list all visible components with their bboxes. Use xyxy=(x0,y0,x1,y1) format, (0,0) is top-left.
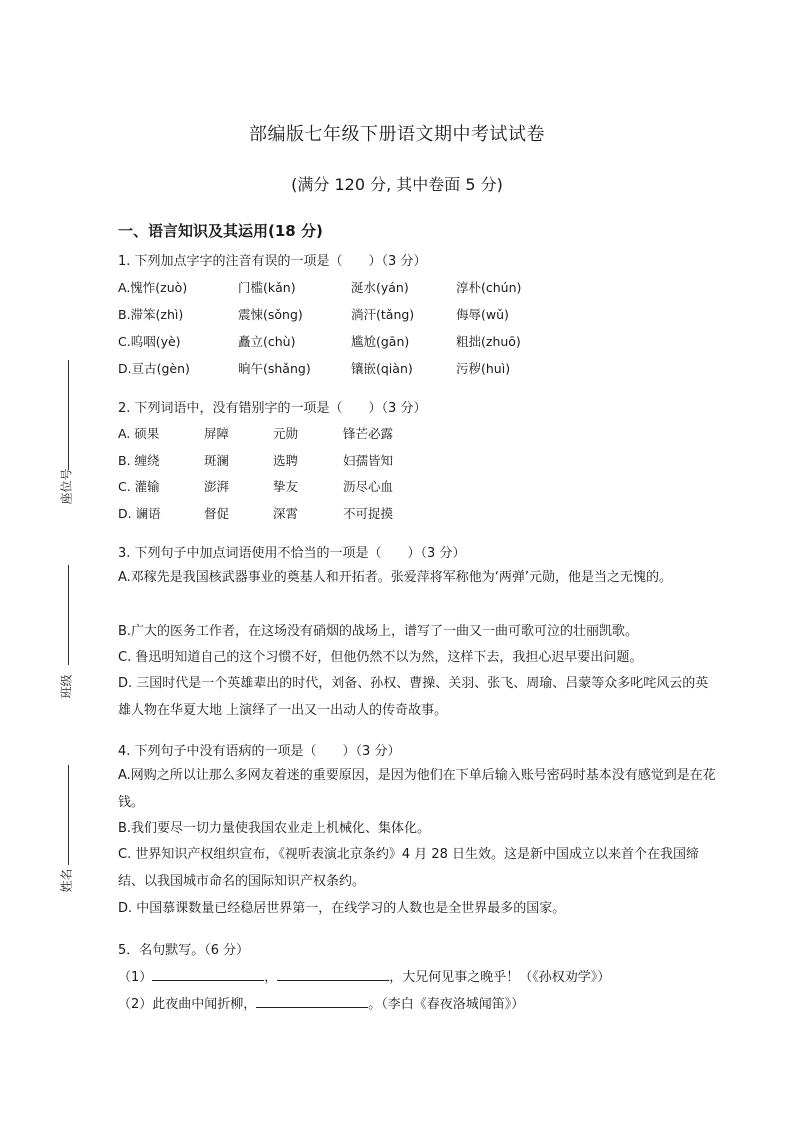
q1-c-4: 粗拙(zhuō) xyxy=(456,334,521,349)
q2-a-3: 元勋 xyxy=(273,426,299,441)
q5-l1-mid: ， xyxy=(264,970,278,985)
q3-stem: 3. 下列句子中加点词语使用不恰当的一项是（ ）（3 分） xyxy=(118,546,466,561)
name-label: 姓名 xyxy=(59,868,74,893)
q1-b-1: B.滞笨(zhì) xyxy=(118,307,184,322)
q5-l1-prefix: （1） xyxy=(118,970,153,985)
q1-c-3: 尴尬(gān) xyxy=(351,334,410,349)
q2-d-4: 不可捉摸 xyxy=(343,506,394,521)
q2-b-2: 斑澜 xyxy=(204,453,230,468)
q5-line-1 xyxy=(118,966,610,985)
q4-option-c: C. 世界知识产权组织宣布，《视听表演北京条约》4 月 28 日生效。这是新中国成立以来首个在我国缔结、以我国城市命名的国际知识产权条约。 xyxy=(118,847,700,889)
q1-b-3: 淌汗(tǎng) xyxy=(351,307,415,322)
q4-stem: 4. 下列句子中没有语病的一项是（ ）（3 分） xyxy=(118,744,401,759)
q2-d-1: D. 谰语 xyxy=(118,506,161,521)
q4-option-b: B.我们要尽一切力量使我国农业走上机械化、集体化。 xyxy=(118,821,431,836)
q4-option-d: D. 中国慕课数量已经稳居世界第一，在线学习的人数也是全世界最多的国家。 xyxy=(118,901,566,916)
q2-b-3: 选聘 xyxy=(273,453,299,468)
q1-b-2: 震悚(sǒng) xyxy=(238,307,303,322)
q3-option-b: B.广大的医务工作者，在这场没有硝烟的战场上，谱写了一曲又一曲可歌可泣的壮丽凯歌。 xyxy=(118,624,639,639)
q2-c-4: 沥尽心血 xyxy=(343,479,394,494)
q1-d-2: 晌午(shǎng) xyxy=(238,361,311,376)
q1-d-4: 污秽(huì) xyxy=(456,361,511,376)
q1-stem: 1. 下列加点字字的注音有误的一项是（ ）（3 分） xyxy=(118,254,427,269)
section-heading: 一、语言知识及其运用(18 分) xyxy=(118,222,323,240)
q1-c-1: C.呜咽(yè) xyxy=(118,334,181,349)
q3-option-d: D. 三国时代是一个英雄辈出的时代，刘备、孙权、曹操、关羽、张飞、周瑜、吕蒙等众多叱咤风云的英雄人物在华夏大地 上演绎了一出又一出动人的传奇故事。 xyxy=(118,676,709,718)
q5-line-2 xyxy=(118,993,524,1012)
q2-c-2: 澎湃 xyxy=(204,479,230,494)
q2-a-2: 屏障 xyxy=(204,426,230,441)
q5-l2-prefix: （2）此夜曲中闻折柳， xyxy=(118,997,257,1012)
q2-a-4: 锋芒必露 xyxy=(343,426,394,441)
page-subtitle: (满分 120 分, 其中卷面 5 分) xyxy=(291,175,503,194)
q1-a-2: 门槛(kǎn) xyxy=(238,280,296,295)
q2-stem: 2. 下列词语中，没有错别字的一项是（ ）（3 分） xyxy=(118,401,427,416)
q5-blank-2[interactable] xyxy=(277,967,389,981)
class-label: 班级 xyxy=(59,674,74,699)
q5-l1-suffix: ，大兄何见事之晚乎！（《孙权劝学》） xyxy=(389,970,611,985)
q1-a-1: A.愧怍(zuò) xyxy=(118,280,188,295)
q1-b-4: 侮辱(wǔ) xyxy=(456,307,509,322)
q2-b-4: 妇孺皆知 xyxy=(343,453,394,468)
q1-d-1: D.亘古(gèn) xyxy=(118,361,190,376)
q3-option-a: A.邓稼先是我国核武器事业的奠基人和开拓者。张爱萍将军称他为‘两弹’元勋，他是当之无愧的。 xyxy=(118,570,673,585)
q5-blank-3[interactable] xyxy=(256,994,368,1008)
q4-option-a: A.网购之所以让那么多网友着迷的重要原因，是因为他们在下单后输入账号密码时基本没有感觉到是在花钱。 xyxy=(118,768,716,810)
class-line xyxy=(68,565,69,665)
q2-b-1: B. 缠绕 xyxy=(118,453,160,468)
seat-label: 座位号 xyxy=(59,468,74,505)
q2-d-3: 深霄 xyxy=(273,506,299,521)
q1-a-4: 淳朴(chún) xyxy=(456,280,522,295)
q5-blank-1[interactable] xyxy=(152,967,264,981)
page-title: 部编版七年级下册语文期中考试试卷 xyxy=(249,124,545,145)
q1-c-2: 矗立(chù) xyxy=(238,334,296,349)
name-line xyxy=(68,765,69,865)
q5-l2-suffix: 。（李白《春夜洛城闻笛》） xyxy=(368,997,525,1012)
q2-c-1: C. 灌输 xyxy=(118,479,160,494)
seat-line xyxy=(68,360,69,470)
q1-a-3: 涎水(yán) xyxy=(351,280,409,295)
q2-c-3: 挚友 xyxy=(273,479,299,494)
q2-d-2: 督促 xyxy=(204,506,230,521)
q1-d-3: 镶嵌(qiàn) xyxy=(351,361,413,376)
q2-a-1: A. 硕果 xyxy=(118,426,160,441)
q5-stem: 5．名句默写。（6 分） xyxy=(118,943,250,958)
q3-option-c: C. 鲁迅明知道自己的这个习惯不好，但他仍然不以为然，这样下去，我担心迟早要出问题。 xyxy=(118,650,643,665)
